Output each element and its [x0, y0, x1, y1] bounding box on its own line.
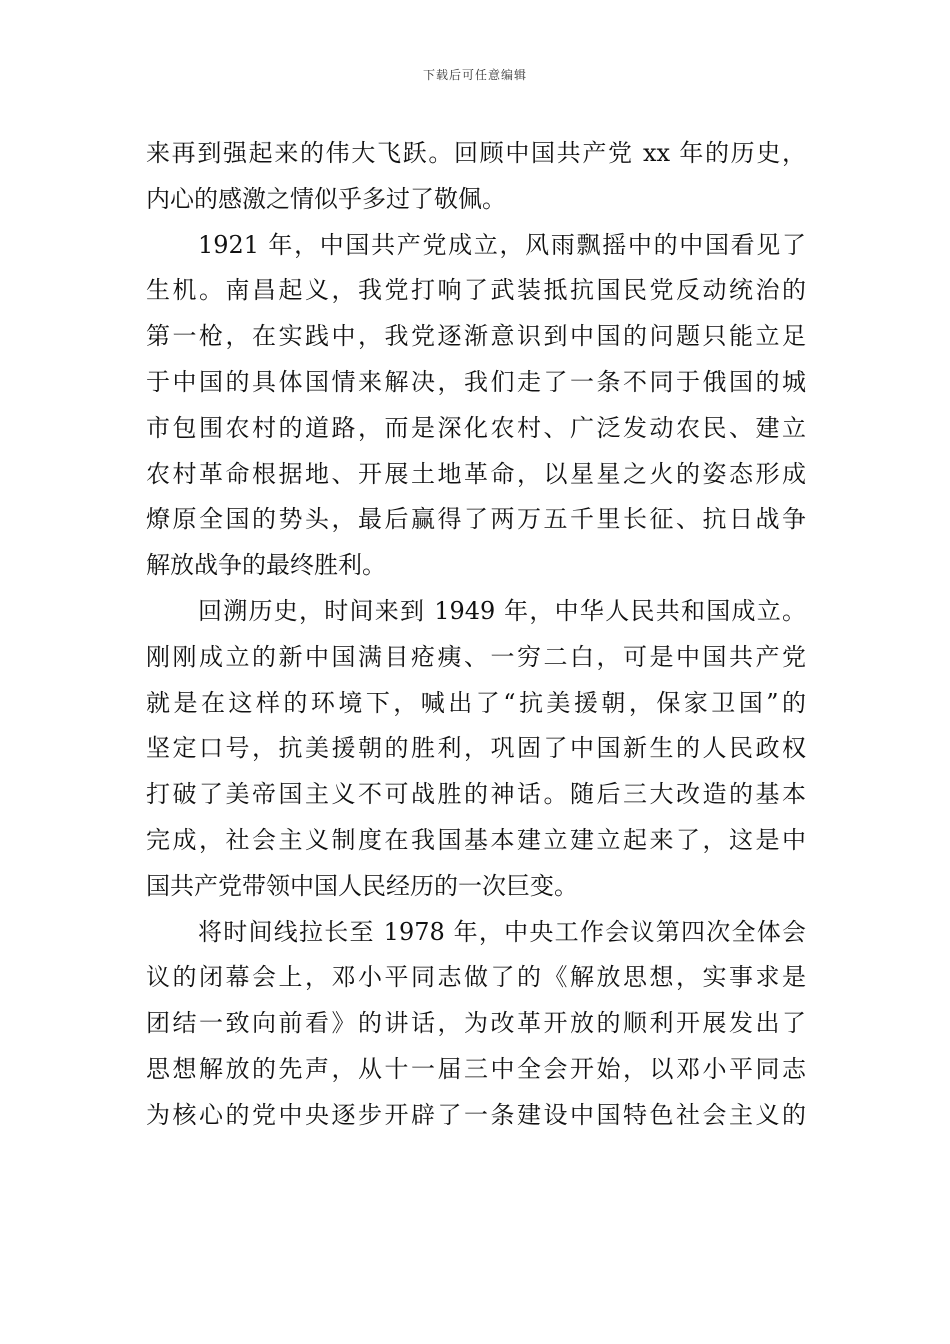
- text-line: 国共产党带领中国人民经历的一次巨变。: [146, 871, 578, 900]
- text-line: 来再到强起来的伟大飞跃。回顾中国共产党 xx 年的历史，: [146, 139, 806, 167]
- text-line: 解放战争的最终胜利。: [146, 551, 386, 580]
- text-line: 内心的感激之情似乎多过了敬佩。: [146, 184, 506, 213]
- text-line: 市包围农村的道路，而是深化农村、广泛发动农民、建立: [146, 413, 806, 442]
- text-line: 就是在这样的环境下，喊出了“抗美援朝，保家卫国”的: [146, 688, 806, 717]
- text-line: 打破了美帝国主义不可战胜的神话。随后三大改造的基本: [146, 780, 806, 809]
- text-line: 团结一致向前看》的讲话，为改革开放的顺利开展发出了: [146, 1009, 806, 1038]
- text-line: 第一枪，在实践中，我党逐渐意识到中国的问题只能立足: [146, 322, 806, 351]
- text-line: 生机。南昌起义，我党打响了武装抵抗国民党反动统治的: [146, 276, 806, 305]
- text-line: 农村革命根据地、开展土地革命，以星星之火的姿态形成: [146, 459, 806, 488]
- text-line: 燎原全国的势头，最后赢得了两万五千里长征、抗日战争: [146, 505, 806, 534]
- text-line: 将时间线拉长至 1978 年，中央工作会议第四次全体会: [198, 917, 806, 946]
- body-text: [146, 131, 806, 1139]
- text-line: 议的闭幕会上，邓小平同志做了的《解放思想，实事求是: [146, 963, 806, 992]
- text-line: 刚刚成立的新中国满目疮痍、一穷二白，可是中国共产党: [146, 642, 806, 671]
- text-line: 回溯历史，时间来到 1949 年，中华人民共和国成立。: [198, 596, 806, 625]
- page-header: 下载后可任意编辑: [422, 68, 527, 82]
- text-line: 完成，社会主义制度在我国基本建立建立起来了，这是中: [146, 825, 806, 854]
- text-line: 于中国的具体国情来解决，我们走了一条不同于俄国的城: [146, 367, 806, 396]
- text-line: 1921 年，中国共产党成立，风雨飘摇中的中国看见了: [198, 230, 806, 259]
- text-line: 坚定口号，抗美援朝的胜利，巩固了中国新生的人民政权: [146, 734, 806, 763]
- text-line: 思想解放的先声，从十一届三中全会开始，以邓小平同志: [146, 1054, 806, 1083]
- text-line: 为核心的党中央逐步开辟了一条建设中国特色社会主义的: [146, 1100, 806, 1129]
